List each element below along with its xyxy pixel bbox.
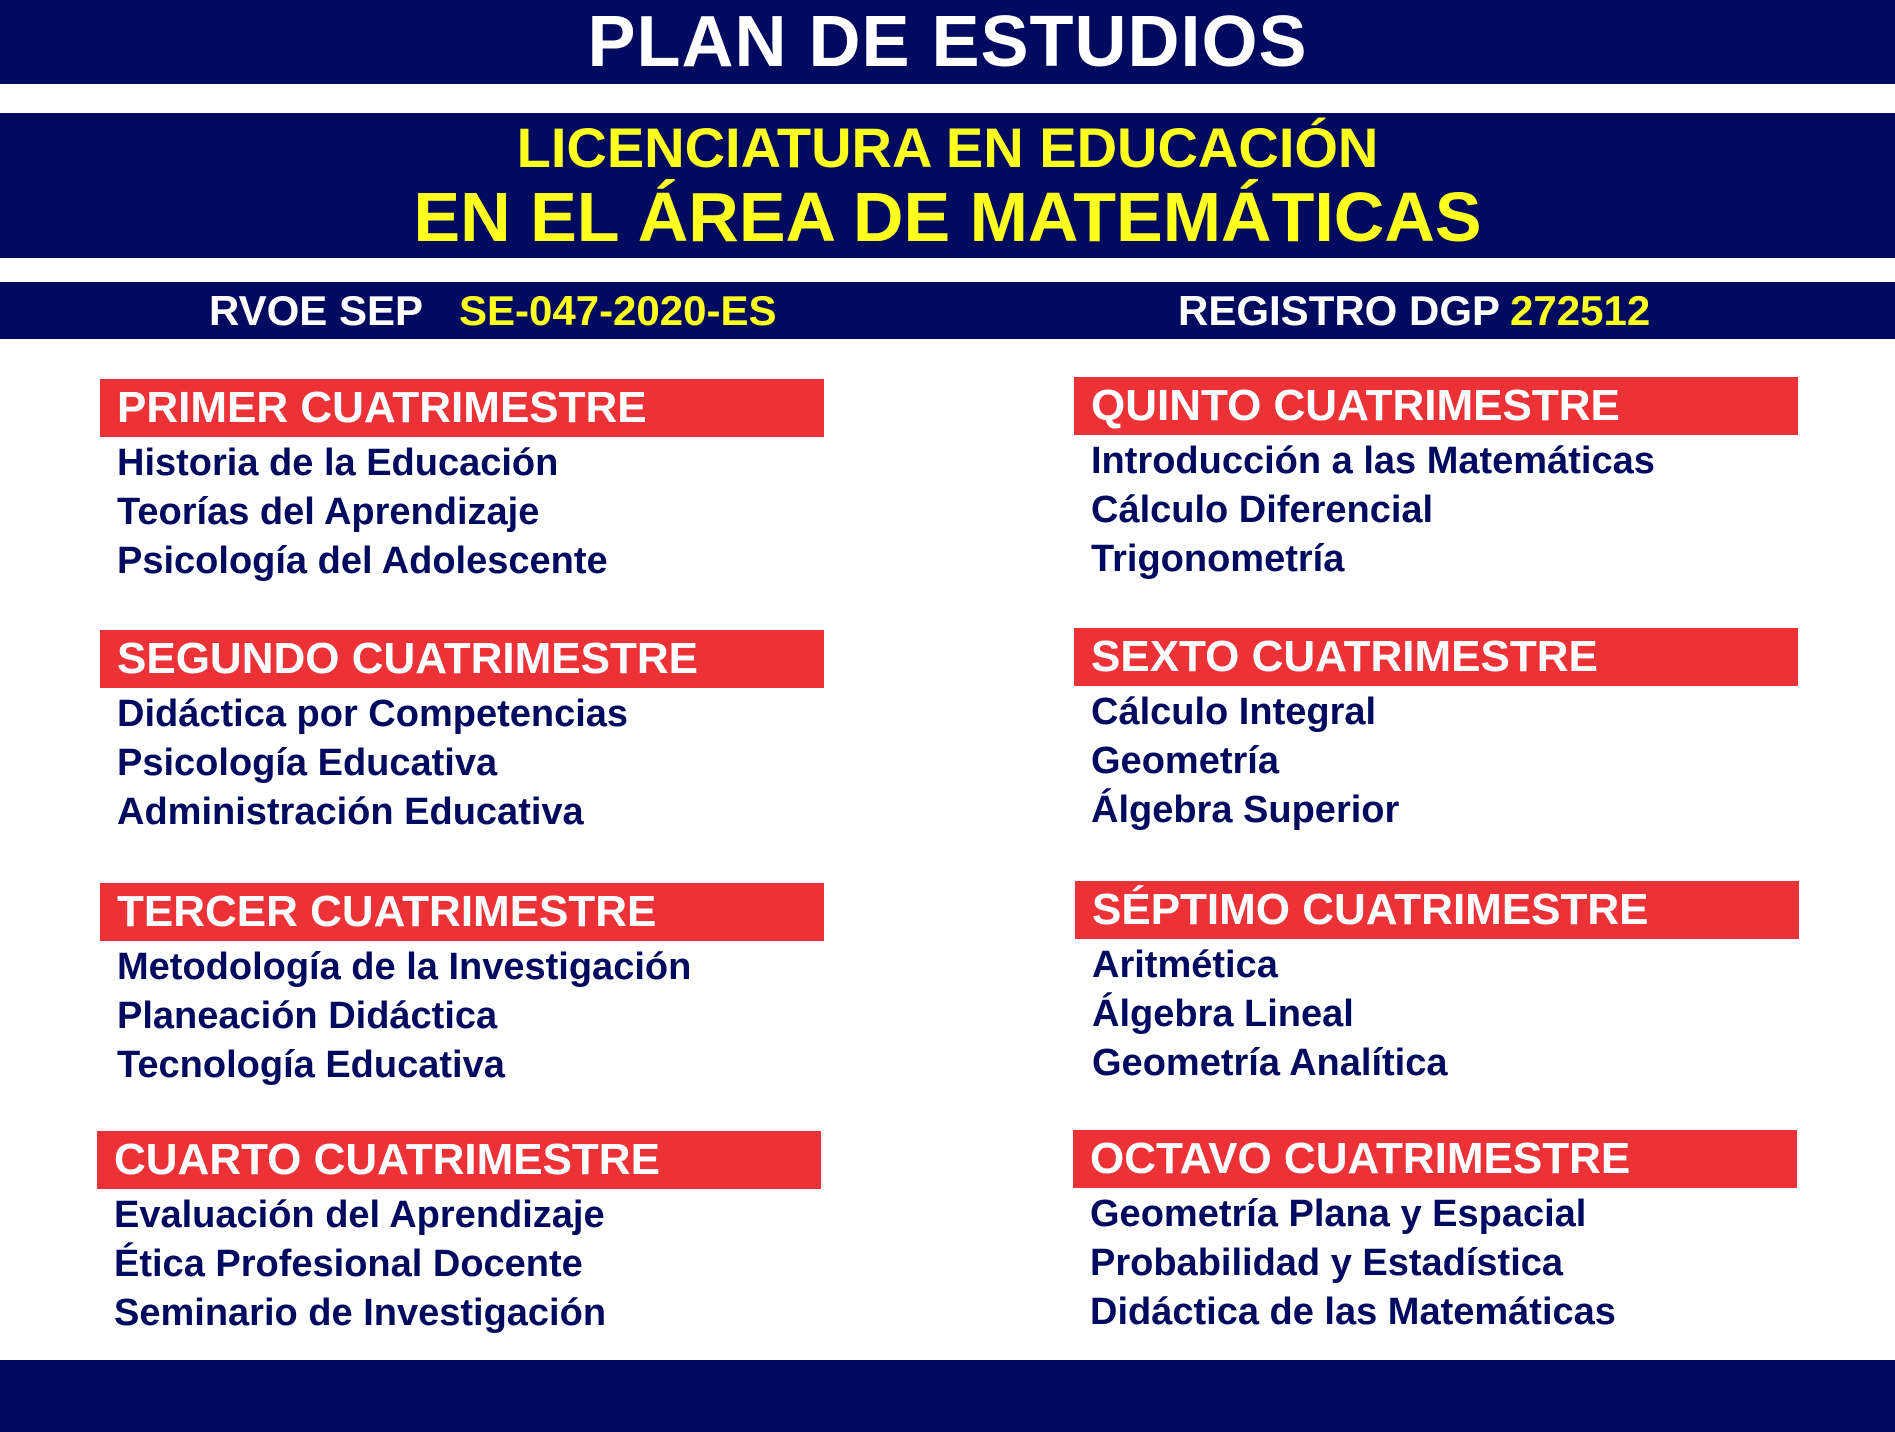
subject-item: Geometría xyxy=(1091,740,1279,782)
subject-item: Didáctica de las Matemáticas xyxy=(1090,1291,1616,1333)
dgp-label: REGISTRO DGP xyxy=(1178,286,1501,334)
subject-item: Psicología Educativa xyxy=(117,742,498,784)
term-block-4 xyxy=(97,1131,821,1338)
dgp-registration xyxy=(1178,282,1650,339)
subject-item: Tecnología Educativa xyxy=(117,1044,505,1086)
term-header: SEXTO CUATRIMESTRE xyxy=(1074,628,1798,686)
term-header: TERCER CUATRIMESTRE xyxy=(100,883,824,941)
subject-item: Evaluación del Aprendizaje xyxy=(114,1194,605,1236)
subject-item: Trigonometría xyxy=(1091,538,1345,580)
subject-item: Didáctica por Competencias xyxy=(117,693,629,735)
subject-item: Geometría Analítica xyxy=(1092,1042,1448,1084)
subject-item: Introducción a las Matemáticas xyxy=(1091,440,1655,482)
subject-list xyxy=(100,690,824,837)
term-header: SEGUNDO CUATRIMESTRE xyxy=(100,630,824,688)
subject-list xyxy=(1074,688,1798,835)
term-header: OCTAVO CUATRIMESTRE xyxy=(1073,1130,1797,1188)
term-header: CUARTO CUATRIMESTRE xyxy=(97,1131,821,1189)
term-block-8 xyxy=(1073,1130,1797,1337)
term-header: PRIMER CUATRIMESTRE xyxy=(100,379,824,437)
rvoe-label: RVOE SEP xyxy=(209,286,423,334)
subject-item: Álgebra Superior xyxy=(1091,789,1400,831)
rvoe-value: SE-047-2020-ES xyxy=(458,286,777,334)
registration-banner xyxy=(0,282,1895,339)
subject-item: Aritmética xyxy=(1092,944,1278,986)
subject-item: Metodología de la Investigación xyxy=(117,946,692,988)
subject-item: Cálculo Integral xyxy=(1091,691,1377,733)
program-banner xyxy=(0,113,1895,258)
subject-item: Cálculo Diferencial xyxy=(1091,489,1434,531)
subject-item: Seminario de Investigación xyxy=(114,1292,607,1334)
program-name-line1: LICENCIATURA EN EDUCACIÓN xyxy=(516,115,1379,179)
subject-item: Álgebra Lineal xyxy=(1092,993,1354,1035)
subject-list xyxy=(100,439,824,586)
term-block-3 xyxy=(100,883,824,1090)
subject-list xyxy=(1075,941,1799,1088)
title-banner xyxy=(0,0,1895,84)
subject-list xyxy=(100,943,824,1090)
dgp-value: 272512 xyxy=(1510,286,1651,334)
page-title: PLAN DE ESTUDIOS xyxy=(587,2,1308,82)
term-block-2 xyxy=(100,630,824,837)
subject-item: Teorías del Aprendizaje xyxy=(117,491,540,533)
subject-list xyxy=(1073,1190,1797,1337)
program-name-line2: EN EL ÁREA DE MATEMÁTICAS xyxy=(413,177,1482,256)
term-header: SÉPTIMO CUATRIMESTRE xyxy=(1075,881,1799,939)
footer-bar xyxy=(0,1360,1895,1432)
subject-list xyxy=(97,1191,821,1338)
rvoe-registration xyxy=(209,282,777,339)
term-block-5 xyxy=(1074,377,1798,584)
term-header: QUINTO CUATRIMESTRE xyxy=(1074,377,1798,435)
subject-item: Ética Profesional Docente xyxy=(114,1243,583,1285)
term-block-6 xyxy=(1074,628,1798,835)
subject-item: Planeación Didáctica xyxy=(117,995,498,1037)
subject-item: Geometría Plana y Espacial xyxy=(1090,1193,1587,1235)
subject-list xyxy=(1074,437,1798,584)
subject-item: Administración Educativa xyxy=(117,791,584,833)
subject-item: Probabilidad y Estadística xyxy=(1090,1242,1564,1284)
subject-item: Historia de la Educación xyxy=(117,442,559,484)
term-block-1 xyxy=(100,379,824,586)
subject-item: Psicología del Adolescente xyxy=(117,540,608,582)
term-block-7 xyxy=(1075,881,1799,1088)
